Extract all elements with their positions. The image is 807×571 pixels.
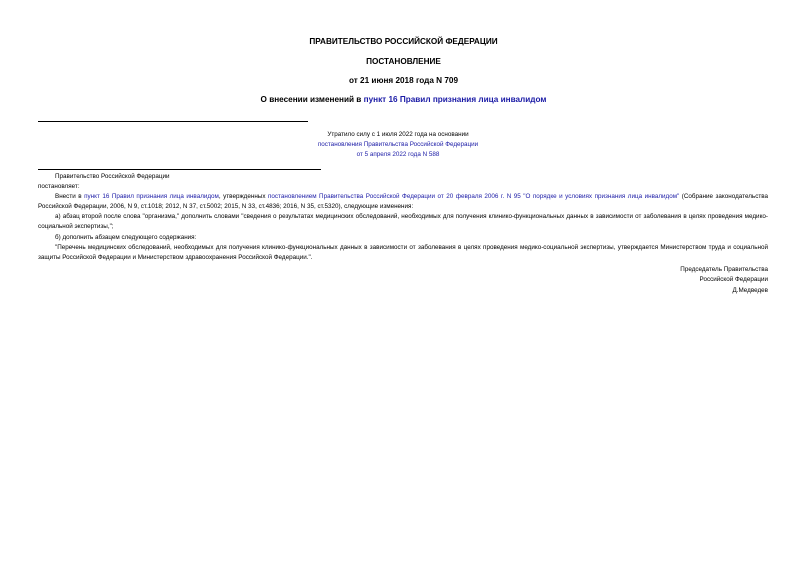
signature-title: Председатель Правительства [680,266,768,273]
amend-text: Внести в [55,193,85,200]
amend-link-decree95[interactable]: постановлением Правительства Российской Федерации от 20 февраля 2006 г. N 95 "О порядке и условиях признания лица инвалидом" [267,193,680,200]
amend-link-point16[interactable]: пункт 16 Правил признания лица инвалидом [84,193,219,200]
signature-name: Д.Медведев [732,286,768,294]
title-link[interactable]: пункт 16 Правил признания лица инвалидом [363,95,547,104]
document-date-number: от 21 июня 2018 года N 709 [348,76,459,85]
paragraph-item-a: а) абзац второй после слова "организма," дополнить словами "сведения о результатах медицинских обследований, необходимых для получения клинико-функциональных данных в зависимости от заболевания в целях проведения медико-социальной экспертизы,"; [38,213,768,231]
signature-org: Российской Федерации [699,276,768,284]
signature-block [680,265,768,296]
title-prefix: О внесении изменений в [260,95,364,104]
repeal-notice-link-date[interactable]: от 5 апреля 2022 года N 588 [356,151,440,159]
repeal-notice [228,130,568,161]
paragraph-amend [38,192,768,212]
paragraph-government: Правительство Российской Федерации [55,173,170,180]
repeal-notice-link[interactable]: постановления Правительства Российской Федерации [317,141,479,149]
repeal-notice-line: Утратило силу с 1 июля 2022 года на основании [327,131,469,138]
document-type: ПОСТАНОВЛЕНИЕ [366,57,441,66]
amend-text: , утвержденных [218,193,268,200]
paragraph-resolves: постановляет: [38,183,80,190]
amend-text: (Собрание законодательства Российской Федерации, 2006, N 9, ст.1018; 2012, N 37, ст.5002; 2015, N 33, ст.4836; 2016, N 35, ст.5320), следующие изменения: [38,193,769,211]
issuer-heading: ПРАВИТЕЛЬСТВО РОССИЙСКОЙ ФЕДЕРАЦИИ [309,37,498,46]
divider-top [38,121,308,122]
document-title [0,95,807,105]
divider-bottom [38,169,321,170]
paragraph-new-text: "Перечень медицинских обследований, необходимых для получения клинико-функциональных данных в зависимости от заболевания в целях проведения медико-социальной экспертизы, утверждается Министерством труда и социальной защиты Российской Федерации и Министерством здравоохранения Российской Федерации.". [38,244,768,262]
paragraph-item-b: б) дополнить абзацем следующего содержания: [55,234,197,241]
